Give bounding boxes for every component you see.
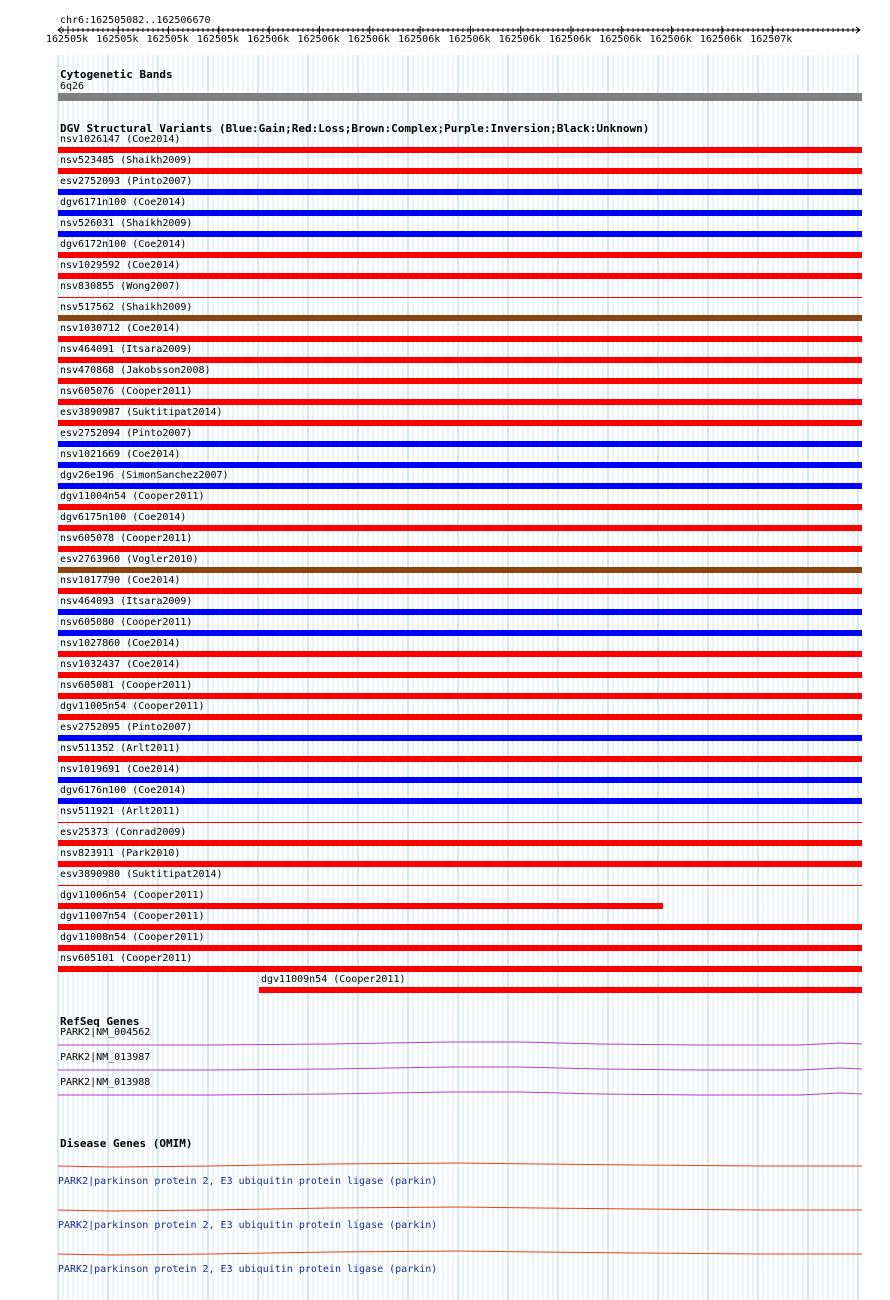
dgv-variant-label[interactable]: dgv11005n54 (Cooper2011) [60,701,205,712]
omim-gene-label[interactable]: PARK2|parkinson protein 2, E3 ubiquitin protein ligase (parkin) [58,1220,438,1231]
dgv-variant-label[interactable]: nsv511921 (Arlt2011) [60,806,181,817]
dgv-variant-label[interactable]: nsv605101 (Cooper2011) [60,953,193,964]
dgv-variant-label[interactable]: nsv605080 (Cooper2011) [60,617,193,628]
dgv-variant-label[interactable]: esv2752093 (Pinto2007) [60,176,193,187]
dgv-variant-bar[interactable] [58,546,862,552]
dgv-variant-label[interactable]: nsv605078 (Cooper2011) [60,533,193,544]
dgv-variant-bar[interactable] [58,567,862,573]
dgv-variant-bar[interactable] [58,168,862,174]
omim-gene-path [58,1251,862,1255]
dgv-variant-bar[interactable] [259,987,862,993]
dgv-variant-bar[interactable] [58,336,862,342]
dgv-variant-label[interactable]: nsv1029592 (Coe2014) [60,260,181,271]
dgv-variant-bar[interactable] [58,756,862,762]
dgv-variant-label[interactable]: nsv1026147 (Coe2014) [60,134,181,145]
dgv-variant-label[interactable]: nsv605076 (Cooper2011) [60,386,193,397]
dgv-variant-label[interactable]: dgv11004n54 (Cooper2011) [60,491,205,502]
dgv-variant-bar[interactable] [58,357,862,363]
omim-gene-line[interactable] [0,1248,890,1258]
dgv-variant-label[interactable]: esv2752094 (Pinto2007) [60,428,193,439]
dgv-variant-label[interactable]: esv3890987 (Suktitipat2014) [60,407,223,418]
dgv-variant-label[interactable]: dgv6171n100 (Coe2014) [60,197,187,208]
omim-gene-path [58,1163,862,1167]
dgv-variant-label[interactable]: nsv470868 (Jakobsson2008) [60,365,211,376]
dgv-variant-bar[interactable] [58,525,862,531]
dgv-variant-bar[interactable] [58,903,663,909]
dgv-variant-label[interactable]: esv2763960 (Vogler2010) [60,554,199,565]
refseq-gene-line[interactable] [0,1064,890,1074]
dgv-variant-bar[interactable] [58,504,862,510]
omim-title: Disease Genes (OMIM) [60,1137,193,1150]
cytoband-bar[interactable] [58,93,862,101]
dgv-variant-bar[interactable] [58,798,862,804]
dgv-variant-bar[interactable] [58,315,862,321]
dgv-variant-label[interactable]: dgv26e196 (SimonSanchez2007) [60,470,229,481]
dgv-variant-bar[interactable] [58,861,862,867]
refseq-gene-label[interactable]: PARK2|NM_013987 [60,1052,151,1063]
ruler-tick-label: 162507k [750,34,793,45]
dgv-variant-label[interactable]: nsv1021669 (Coe2014) [60,449,181,460]
dgv-variant-bar[interactable] [58,378,862,384]
refseq-gene-label[interactable]: PARK2|NM_004562 [60,1027,151,1038]
dgv-variant-label[interactable]: dgv6176n100 (Coe2014) [60,785,187,796]
dgv-variant-bar[interactable] [58,297,862,298]
ruler-tick-label: 162506k [448,34,491,45]
dgv-variant-bar[interactable] [58,462,862,468]
ruler-tick-label: 162506k [699,34,743,45]
dgv-variant-label[interactable]: dgv6172n100 (Coe2014) [60,239,187,250]
dgv-variant-label[interactable]: nsv511352 (Arlt2011) [60,743,181,754]
dgv-variant-label[interactable]: esv25373 (Conrad2009) [60,827,187,838]
dgv-variant-label[interactable]: dgv11008n54 (Cooper2011) [60,932,205,943]
dgv-variant-bar[interactable] [58,609,862,615]
dgv-variant-label[interactable]: nsv464091 (Itsara2009) [60,344,193,355]
dgv-variant-bar[interactable] [58,399,862,405]
ruler-tick-label: 162506k [549,34,592,45]
dgv-variant-label[interactable]: nsv1017790 (Coe2014) [60,575,181,586]
ruler-tick-label: 162505k [146,34,189,45]
dgv-variant-label[interactable]: nsv823911 (Park2010) [60,848,181,859]
dgv-variant-bar[interactable] [58,924,862,930]
coordinate-ruler [0,0,890,60]
ruler-tick-label: 162505k [96,34,139,45]
dgv-variant-bar[interactable] [58,630,862,636]
refseq-title: RefSeq Genes [60,1015,140,1028]
dgv-variant-bar[interactable] [58,714,862,720]
ruler-tick-label: 162506k [347,34,390,45]
dgv-variant-label[interactable]: dgv11009n54 (Cooper2011) [261,974,406,985]
dgv-variant-bar[interactable] [58,210,862,216]
ruler-tick-label: 162506k [649,34,692,45]
dgv-variant-bar[interactable] [58,822,862,823]
dgv-variant-label[interactable]: nsv830855 (Wong2007) [60,281,181,292]
ruler-tick-label: 162506k [398,34,441,45]
ruler-tick-label: 162505k [196,34,240,45]
dgv-variant-label[interactable]: nsv605081 (Cooper2011) [60,680,193,691]
refseq-gene-path [58,1042,862,1045]
dgv-variant-bar[interactable] [58,777,862,783]
refseq-gene-path [58,1067,862,1070]
ruler-tick-label: 162506k [599,34,642,45]
dgv-variant-label[interactable]: nsv526031 (Shaikh2009) [60,218,193,229]
refseq-gene-line[interactable] [0,1039,890,1049]
region-label: chr6:162505082..162506670 [60,15,211,26]
omim-gene-line[interactable] [0,1204,890,1214]
dgv-variant-label[interactable]: nsv523485 (Shaikh2009) [60,155,193,166]
dgv-variant-bar[interactable] [58,840,862,846]
ruler-tick-label: 162506k [498,34,541,45]
refseq-gene-path [58,1092,862,1095]
dgv-variant-bar[interactable] [58,147,862,153]
omim-gene-label[interactable]: PARK2|parkinson protein 2, E3 ubiquitin protein ligase (parkin) [58,1264,438,1275]
ruler-tick-label: 162505k [46,34,89,45]
omim-gene-line[interactable] [0,1160,890,1170]
cytoband-label: 6q26 [60,81,85,92]
dgv-variant-bar[interactable] [58,651,862,657]
dgv-variant-bar[interactable] [58,189,862,195]
dgv-variant-label[interactable]: dgv11006n54 (Cooper2011) [60,890,205,901]
dgv-variant-bar[interactable] [58,672,862,678]
ruler-tick-label: 162506k [297,34,340,45]
dgv-variant-label[interactable]: dgv11007n54 (Cooper2011) [60,911,205,922]
dgv-variant-label[interactable]: nsv1032437 (Coe2014) [60,659,181,670]
dgv-variant-bar[interactable] [58,588,862,594]
dgv-variant-bar[interactable] [58,441,862,447]
dgv-variant-label[interactable]: nsv1019691 (Coe2014) [60,764,181,775]
dgv-variant-bar[interactable] [58,735,862,741]
dgv-variant-label[interactable]: nsv517562 (Shaikh2009) [60,302,193,313]
refseq-gene-label[interactable]: PARK2|NM_013988 [60,1077,151,1088]
dgv-variant-label[interactable]: nsv464093 (Itsara2009) [60,596,193,607]
omim-gene-label[interactable]: PARK2|parkinson protein 2, E3 ubiquitin protein ligase (parkin) [58,1176,438,1187]
dgv-variant-bar[interactable] [58,693,862,699]
dgv-variant-label[interactable]: esv2752095 (Pinto2007) [60,722,193,733]
omim-gene-path [58,1207,862,1211]
dgv-variant-bar[interactable] [58,231,862,237]
dgv-variant-bar[interactable] [58,966,862,972]
dgv-variant-bar[interactable] [58,252,862,258]
dgv-variant-label[interactable]: nsv1030712 (Coe2014) [60,323,181,334]
dgv-variant-bar[interactable] [58,885,862,886]
dgv-title: DGV Structural Variants (Blue:Gain;Red:Loss;Brown:Complex;Purple:Inversion;Black:Unknown) [60,122,650,135]
dgv-variant-bar[interactable] [58,945,862,951]
dgv-variant-bar[interactable] [58,483,862,489]
dgv-variant-bar[interactable] [58,273,862,279]
dgv-variant-label[interactable]: esv3890980 (Suktitipat2014) [60,869,223,880]
dgv-variant-label[interactable]: dgv6175n100 (Coe2014) [60,512,187,523]
refseq-gene-line[interactable] [0,1089,890,1099]
dgv-variant-label[interactable]: nsv1027860 (Coe2014) [60,638,181,649]
cytoband-title: Cytogenetic Bands [60,68,173,81]
dgv-variant-bar[interactable] [58,420,862,426]
ruler-tick-label: 162506k [247,34,290,45]
